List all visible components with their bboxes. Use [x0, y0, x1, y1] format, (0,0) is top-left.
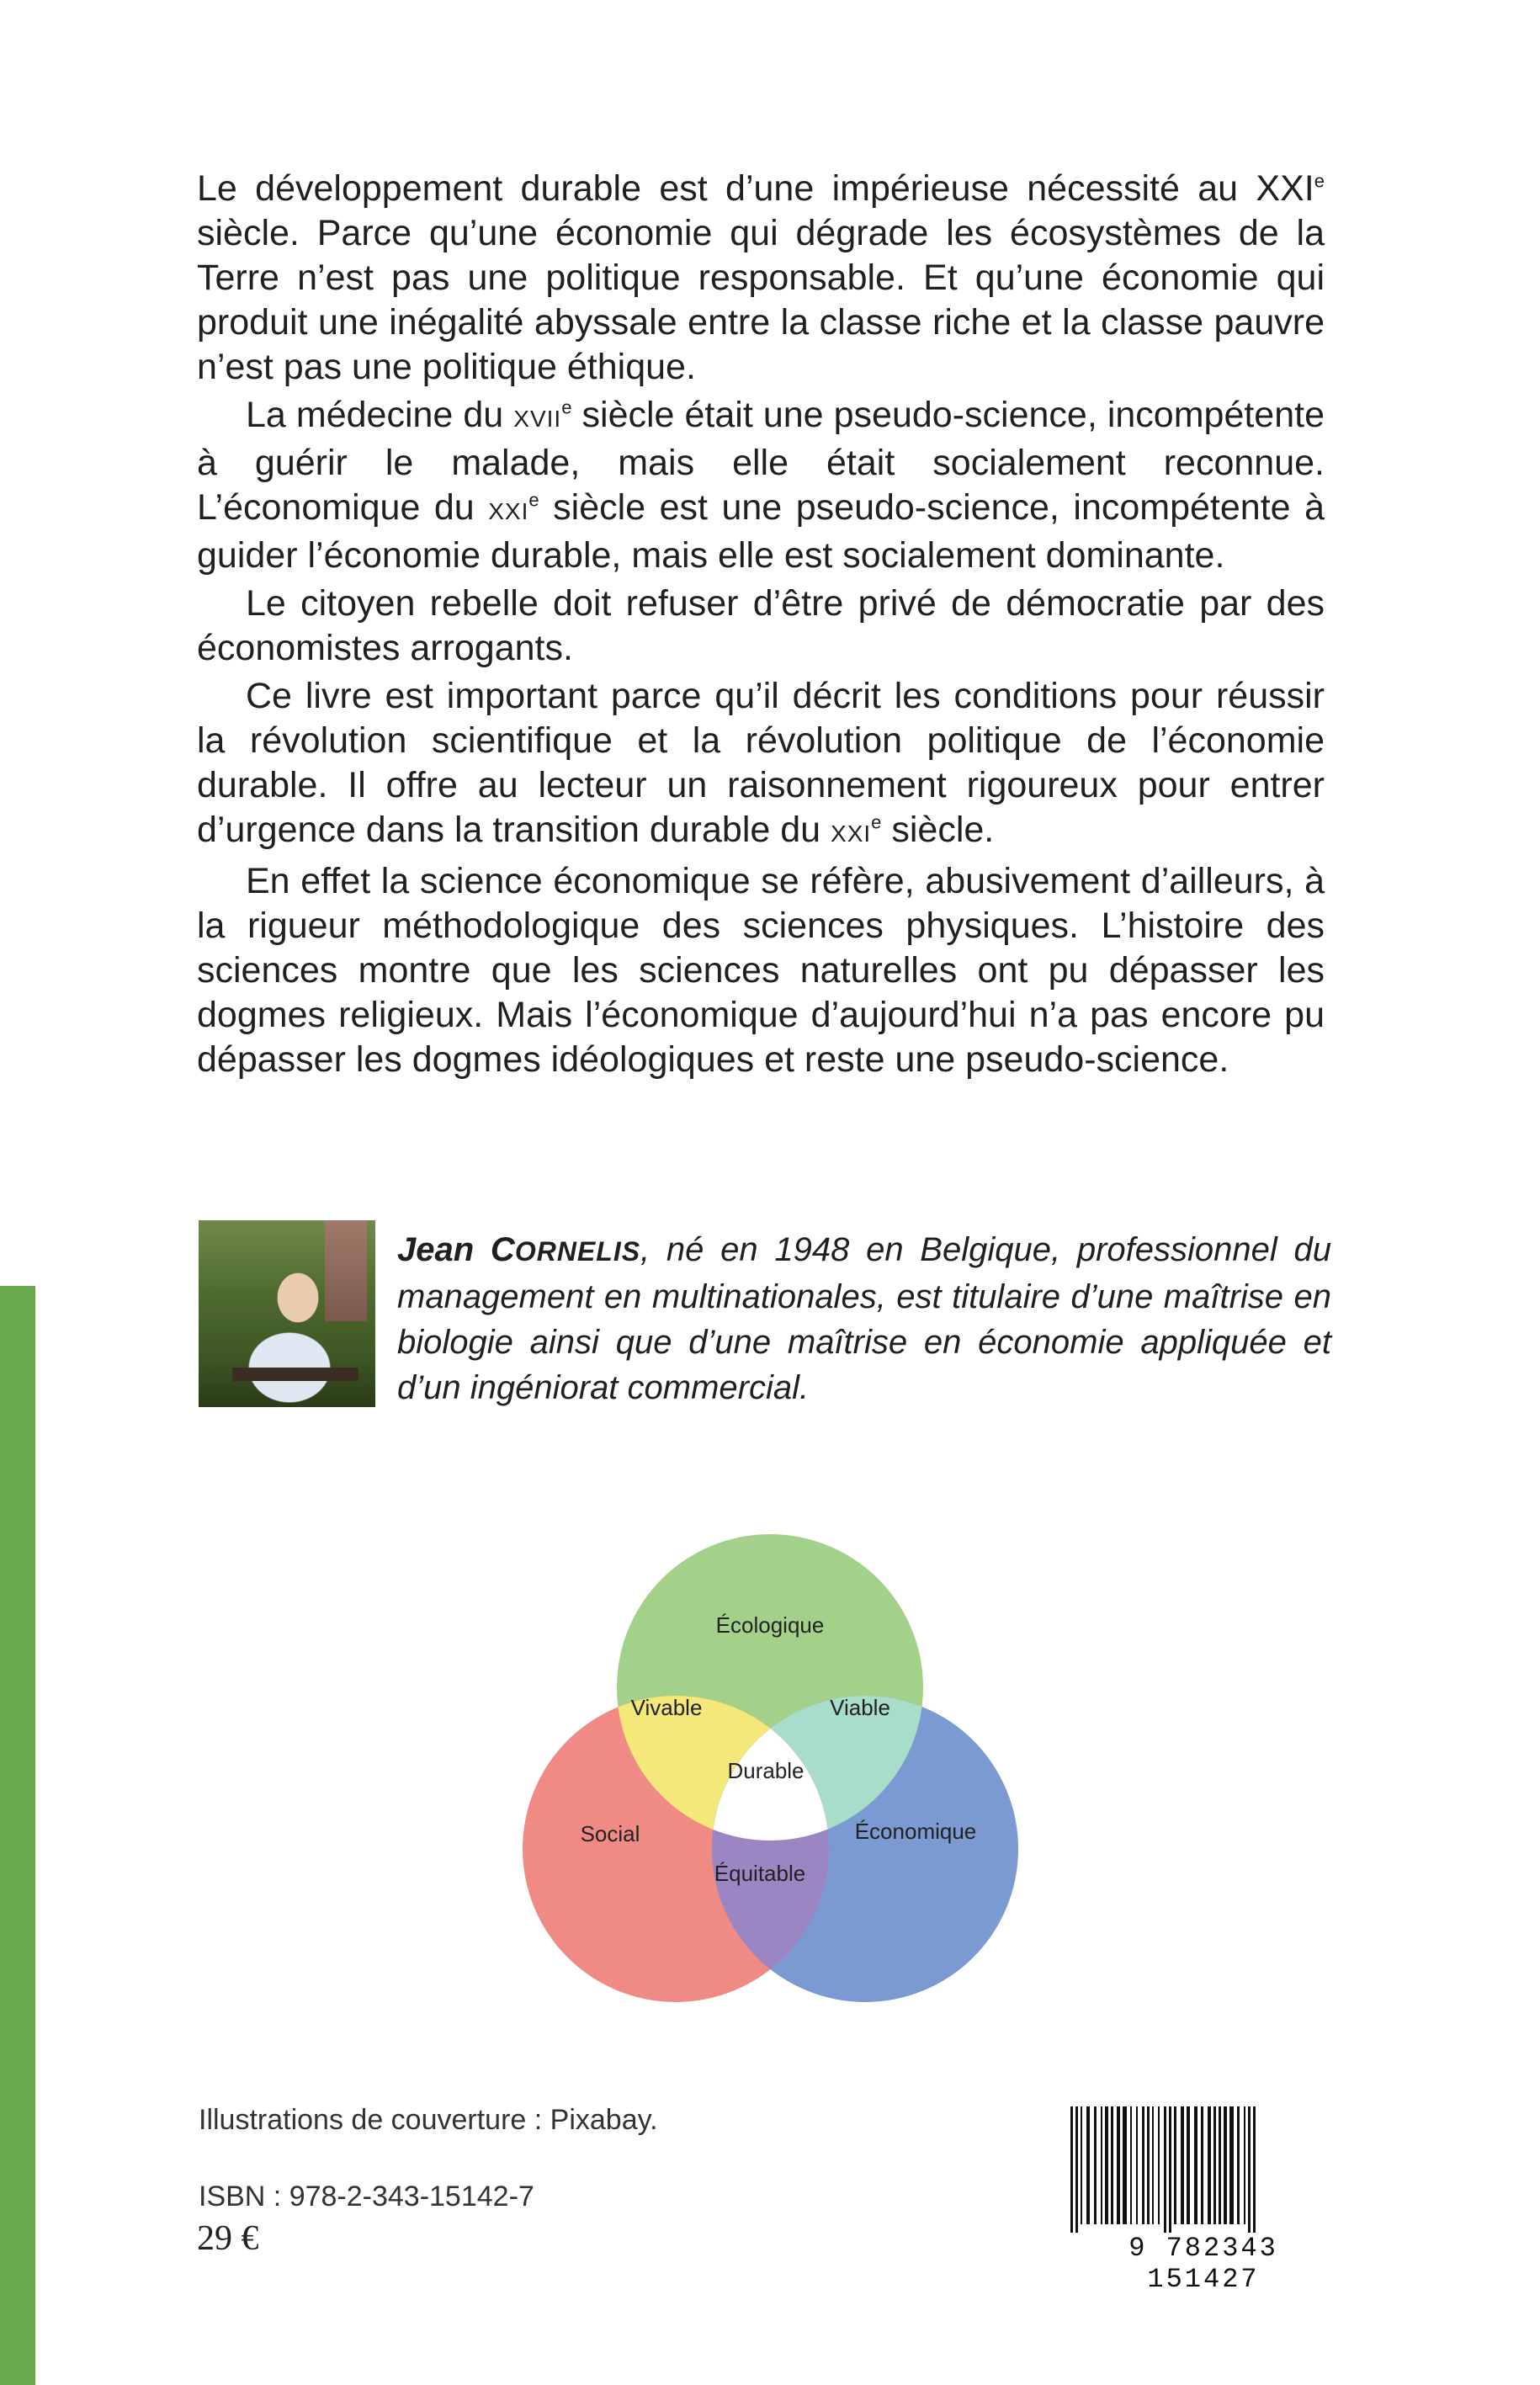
- author-name: [397, 1231, 640, 1268]
- blurb-p2c: siècle est une pseudo-science, incompétente à guider l’économie durable, mais elle est socialement dominante.: [197, 487, 1325, 576]
- blurb-p2b: siècle était une pseudo-science, incompétente à guérir le malade, mais elle était socialement reconnue. L’économique du: [197, 395, 1325, 528]
- barcode-bar: [1136, 2106, 1138, 2224]
- price: 29 €: [197, 2219, 259, 2258]
- superscript-e: e: [528, 489, 539, 511]
- blurb-p4b: siècle.: [881, 810, 995, 850]
- blurb-p2a: La médecine du: [246, 395, 514, 435]
- venn-label-durable: Durable: [727, 1758, 805, 1783]
- barcode-bar: [1158, 2106, 1160, 2224]
- barcode-bar: [1105, 2106, 1108, 2224]
- author-photo: [199, 1220, 375, 1407]
- barcode-bar: [1229, 2106, 1234, 2224]
- barcode-bar: [1101, 2106, 1102, 2224]
- barcode-bar: [1130, 2106, 1132, 2224]
- barcode-bar: [1075, 2106, 1078, 2233]
- author-last-initial: C: [490, 1231, 515, 1268]
- barcode: [1067, 2106, 1340, 2295]
- superscript-e: e: [1314, 170, 1325, 192]
- superscript-e: e: [871, 811, 882, 833]
- barcode-bar: [1237, 2106, 1240, 2224]
- barcode-bar: [1181, 2106, 1184, 2224]
- century-smallcaps: XVII: [513, 406, 562, 432]
- photo-church-background: [325, 1220, 367, 1321]
- blurb-p1-rest: siècle. Parce qu’une économie qui dégrade les écosystèmes de la Terre n’est pas une politique responsable. Et qu’une économie qui produit une inégalité abyssale entre la classe riche et la classe pauvre n’est pas une politique éthique.: [197, 213, 1325, 387]
- cover-credits: Illustrations de couverture : Pixabay.: [199, 2104, 658, 2136]
- barcode-bar: [1081, 2106, 1082, 2224]
- barcode-bar: [1164, 2106, 1166, 2233]
- venn-label-equitable: Équitable: [714, 1861, 806, 1886]
- barcode-bar: [1147, 2106, 1150, 2224]
- spine-accent-bar: [0, 1286, 35, 2385]
- venn-label-viable: Viable: [830, 1695, 890, 1720]
- barcode-bar: [1201, 2106, 1203, 2224]
- barcode-bar: [1070, 2106, 1073, 2233]
- photo-bench: [232, 1368, 358, 1381]
- barcode-bar: [1169, 2106, 1171, 2233]
- blurb-p4a: Ce livre est important parce qu’il décrit les conditions pour réussir la révolution scientifique et la révolution politique de l’économie durable. Il offre au lecteur un raisonnement rigoureux pour entrer d’urgence dans la transition durable du: [197, 676, 1325, 850]
- isbn-number: ISBN : 978-2-343-15142-7: [199, 2180, 534, 2212]
- barcode-bar: [1187, 2106, 1190, 2224]
- barcode-bar: [1208, 2106, 1211, 2224]
- sustainability-venn-diagram: [522, 1532, 1018, 2003]
- century-smallcaps: XXI: [831, 821, 872, 847]
- author-bio: [397, 1227, 1331, 1410]
- blurb-paragraph-4: [197, 674, 1325, 856]
- venn-label-ecologique: Écologique: [715, 1612, 825, 1638]
- barcode-bar: [1219, 2106, 1221, 2224]
- barcode-bar: [1174, 2106, 1176, 2224]
- barcode-bar: [1244, 2106, 1245, 2224]
- venn-label-vivable: Vivable: [630, 1695, 703, 1720]
- barcode-bar: [1123, 2106, 1127, 2224]
- barcode-bar: [1194, 2106, 1197, 2224]
- barcode-bar: [1117, 2106, 1120, 2224]
- blurb-p1-text: Le développement durable est d’une impérieuse nécessité au XXI: [197, 168, 1314, 209]
- barcode-bar: [1094, 2106, 1097, 2224]
- barcode-bar: [1152, 2106, 1154, 2224]
- author-last-name-smallcaps: ORNELIS: [514, 1236, 641, 1267]
- barcode-bar: [1142, 2106, 1144, 2224]
- blurb-paragraph-5: En effet la science économique se réfère, abusivement d’ailleurs, à la rigueur méthodologique des sciences physiques. L’histoire des sciences montre que les sciences naturelles ont pu dépasser les dogmes religieux. Mais l’économique d’aujourd’hui n’a pas encore pu dépasser les dogmes idéologiques et reste une pseudo-science.: [197, 861, 1325, 1080]
- author-first-name: Jean: [397, 1231, 491, 1268]
- blurb-paragraph-3: Le citoyen rebelle doit refuser d’être privé de démocratie par des économistes arrogants.: [197, 583, 1325, 668]
- century-smallcaps: XXI: [488, 498, 529, 524]
- barcode-bars: [1067, 2106, 1340, 2233]
- barcode-bar: [1248, 2106, 1251, 2233]
- venn-label-economique: Économique: [854, 1819, 977, 1844]
- venn-label-social: Social: [580, 1821, 640, 1846]
- blurb-paragraph-1: [197, 167, 1325, 390]
- barcode-bar: [1086, 2106, 1090, 2224]
- barcode-bar: [1111, 2106, 1113, 2224]
- barcode-bar: [1224, 2106, 1227, 2224]
- blurb-paragraph-2: [197, 393, 1325, 578]
- barcode-bar: [1213, 2106, 1216, 2224]
- back-cover-blurb: [197, 167, 1325, 1086]
- barcode-bar: [1253, 2106, 1256, 2233]
- author-bio-text: , né en 1948 en Belgique, professionnel du management en multinationales, est titulaire d’une maîtrise en biologie ainsi que d’une maîtrise en économie appliquée et d’un ingéniorat commercial.: [397, 1231, 1331, 1406]
- barcode-digits: 9 782343 151427: [1128, 2233, 1278, 2295]
- superscript-e: e: [561, 396, 572, 418]
